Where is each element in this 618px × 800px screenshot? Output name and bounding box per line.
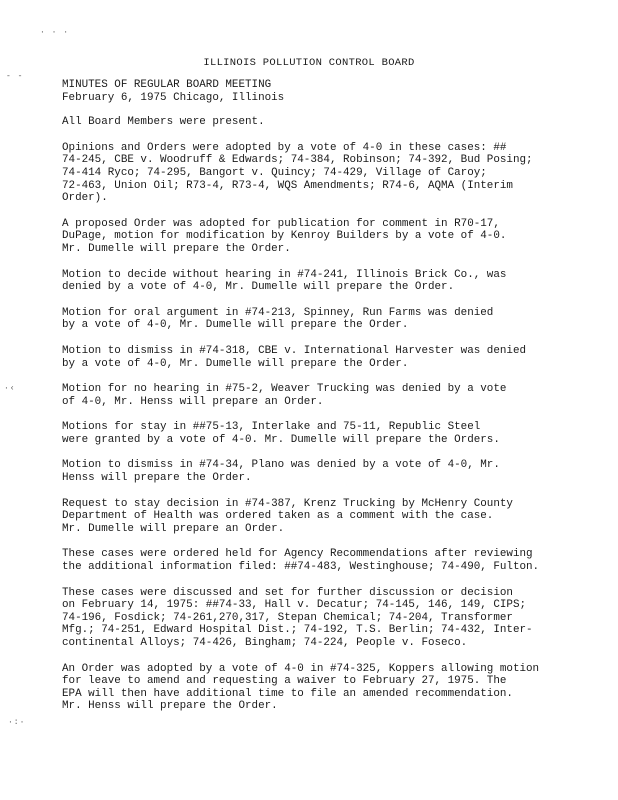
paragraph-discussed-cases: These cases were discussed and set for further discussion or decision on February 14, 1975: ##74-33, Hall v. Decatur; 74-145, 146, 149, CIPS; 74-196, Fosdick; 74-261,270,317, Stepan Chemical; 74-204, Transformer Mfg.; 74-251, Edward Hospital Dist.; 74-192, T.S. Berlin; 74-432, Inter- continental Alloys; 74-426, Bingham; 74-224, People v. Foseco.	[62, 586, 533, 649]
paragraph-plano: Motion to dismiss in #74-34, Plano was denied by a vote of 4-0, Mr. Henss will prepare the Order.	[62, 459, 500, 485]
paragraph-proposed-order: A proposed Order was adopted for publication for comment in R70-17, DuPage, motion for modification by Kenroy Builders by a vote of 4-0. Mr. Dumelle will prepare the Order.	[62, 217, 507, 255]
paragraph-harvester: Motion to dismiss in #74-318, CBE v. International Harvester was denied by a vote of 4-0, Mr. Dumelle will prepare the Order.	[62, 344, 527, 370]
paragraph-opinions: Opinions and Orders were adopted by a vote of 4-0 in these cases: ## 74-245, CBE v. Woodruff & Edwards; 74-384, Robinson; 74-392, Bud Posing; 74-414 Ryco; 74-295, Bangort v. Quincy; 74-429, Village of Caroy; 72-463, Union Oil; R73-4, R73-4, WQS Amendments; R74-6, AQMA (Interim Order).	[62, 141, 533, 205]
paragraph-stay-motions: Motions for stay in ##75-13, Interlake and 75-11, Republic Steel were granted by a vote of 4-0. Mr. Dumelle will prepare the Orders.	[62, 421, 500, 446]
scan-speck-mid: ·‹	[4, 384, 16, 393]
paragraph-weaver: Motion for no hearing in #75-2, Weaver Trucking was denied by a vote of 4-0, Mr. Henss will prepare an Order.	[62, 383, 507, 408]
scan-speck-left: - -	[6, 72, 24, 81]
board-title: ILLINOIS POLLUTION CONTROL BOARD	[203, 57, 415, 69]
paragraph-held-cases: These cases were ordered held for Agency Recommendations after reviewing the additional information filed: ##74-483, Westinghouse; 74-490, Fulton.	[62, 548, 540, 574]
minutes-body	[62, 79, 592, 726]
minutes-title: MINUTES OF REGULAR BOARD MEETING	[62, 79, 272, 91]
paragraph-krenz: Request to stay decision in #74-387, Krenz Trucking by McHenry County Department of Health was ordered taken as a comment with the case. Mr. Dumelle will prepare an Order.	[62, 497, 513, 535]
meeting-date-location: February 6, 1975 Chicago, Illinois	[62, 91, 285, 104]
paragraph-spinney: Motion for oral argument in #74-213, Spinney, Run Farms was denied by a vote of 4-0, Mr. Dumelle will prepare the Order.	[62, 306, 494, 332]
scan-speck-top: · · ·	[40, 28, 70, 37]
paragraph-illinois-brick: Motion to decide without hearing in #74-241, Illinois Brick Co., was denied by a vote of 4-0, Mr. Dumelle will prepare the Order.	[62, 268, 507, 294]
paragraph-koppers: An Order was adopted by a vote of 4-0 in #74-325, Koppers allowing motion for leave to amend and requesting a waiver to February 27, 1975. The EPA will then have additional time to file an amended recommendation. Mr. Henss will prepare the Order.	[62, 662, 540, 713]
paragraph-attendance: All Board Members were present.	[62, 116, 265, 129]
scan-speck-bottom: ·:·	[8, 718, 26, 727]
